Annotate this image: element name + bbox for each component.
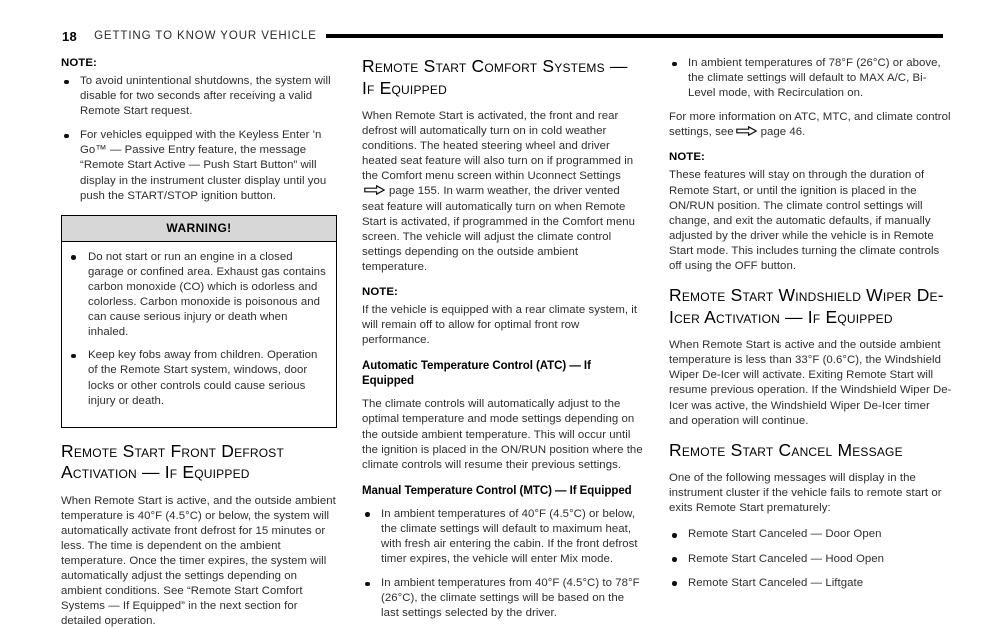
bullet-dot-icon [64, 134, 69, 139]
warning-heading: WARNING! [62, 216, 336, 242]
note-body: These features will stay on through the duration of Remote Start, or until the ignition is placed in the ON/RUN position. The climate control settings will change, and exit the automatic defaults, if manually adjusted by the driver while the vehicle is in Remote Start mode. This includes turning the climate controls off using the OFF button. [669, 169, 940, 273]
bullet-dot-icon [672, 581, 677, 586]
page-columns [0, 56, 1000, 628]
note-bullet-list [61, 74, 339, 204]
list-item-text: In ambient temperatures of 78°F (26°C) or above, the climate settings will default to MAX A/C, Bi-Level mode, with Recirculation on. [688, 57, 941, 100]
mtc-bullet-list [362, 507, 644, 622]
ambient-bullet-list [669, 56, 952, 101]
column-1 [61, 56, 339, 628]
list-item [669, 576, 952, 591]
comfort-systems-xref-page[interactable]: page 155. [389, 185, 441, 198]
section-body-front-defrost: When Remote Start is active, and the outside ambient temperature is 40°F (4.5°C) or below, the system will automatically activate front defrost for 15 minutes or less. The time is dependent on the ambient temperature. Once the timer expires, the system will automatically adjust the settings depending on ambient conditions. See “Remote Start Comfort Systems — If Equipped” in the next section for detailed operation. [61, 494, 336, 628]
list-item-text: Remote Start Canceled — Liftgate [688, 576, 864, 589]
note-label: NOTE: [669, 151, 705, 164]
list-item [68, 348, 327, 408]
subheading-atc: Automatic Temperature Control (ATC) — If Equipped [362, 360, 591, 388]
comfort-systems-body [362, 109, 644, 275]
page-number: 18 [62, 28, 78, 44]
bullet-dot-icon [365, 512, 370, 517]
bullet-dot-icon [64, 80, 69, 85]
list-item [68, 250, 327, 341]
list-item-text: To avoid unintentional shutdowns, the system will disable for two seconds after receiving a valid Remote Start request. [80, 75, 331, 118]
bullet-dot-icon [672, 557, 677, 562]
bullet-dot-icon [672, 533, 677, 538]
more-info-xref-page[interactable]: page 46. [760, 126, 806, 139]
header-rule [326, 34, 943, 38]
list-item-text: Do not start or run an engine in a closed garage or confined area. Exhaust gas contains carbon monoxide (CO) which is odorless and colorless. Carbon monoxide is poisonous and can cause serious injury or death when inhaled. [88, 250, 326, 339]
bullet-dot-icon [71, 255, 76, 260]
list-item-text: Keep key fobs away from children. Operation of the Remote Start system, windows, door locks or other controls could cause serious injury or death. [88, 349, 318, 407]
section-heading-wiper-deicer: Remote Start Windshield Wiper De-Icer Activation — If Equipped [669, 285, 944, 327]
section-heading-comfort-systems: Remote Start Comfort Systems — If Equipped [362, 56, 628, 98]
cancel-message-intro: One of the following messages will display in the instrument cluster if the vehicle fails to remote start or exits Remote Start prematurely: [669, 472, 942, 515]
list-item [362, 507, 644, 567]
page-running-header [0, 26, 1000, 46]
page-title: GETTING TO KNOW YOUR VEHICLE [94, 30, 317, 42]
wiper-deicer-body: When Remote Start is active and the outside ambient temperature is less than 33°F (0.6°C), the Windshield Wiper De-Icer will activate. Exiting Remote Start will resume previous operation. If the Windshield Wiper De-Icer was active, the Windshield Wiper De-Icer timer and operation will continue. [669, 339, 952, 427]
list-item [61, 74, 339, 119]
section-heading-front-defrost: Remote Start Front Defrost Activation — If Equipped [61, 440, 284, 483]
warning-body [62, 242, 336, 427]
right-arrow-icon [364, 185, 385, 195]
more-info-prefix: For more information on ATC, MTC, and climate control settings, see [669, 111, 951, 139]
warning-bullet-list [68, 250, 327, 409]
list-item-text: Remote Start Canceled — Door Open [688, 528, 882, 541]
note-label: NOTE: [362, 286, 398, 299]
bullet-dot-icon [365, 582, 370, 587]
list-item [669, 56, 952, 101]
note-label: NOTE: [61, 57, 97, 69]
subheading-mtc: Manual Temperature Control (MTC) — If Equipped [362, 484, 632, 497]
list-item [362, 576, 644, 621]
list-item-text: For vehicles equipped with the Keyless Enter 'n Go™ — Passive Entry feature, the message “Remote Start Active — Push Start Button” will display in the instrument cluster display until you push the START/STOP ignition button. [80, 129, 327, 202]
bullet-dot-icon [71, 354, 76, 359]
more-info-paragraph [669, 110, 952, 140]
list-item-text: In ambient temperatures of 40°F (4.5°C) or below, the climate settings will default to maximum heat, with fresh air entering the cabin. If the front defrost timer expires, the vehicle will enter Mix mode. [381, 507, 638, 566]
section-heading-cancel-message: Remote Start Cancel Message [669, 439, 903, 460]
column-2 [362, 56, 644, 620]
warning-box [61, 215, 337, 428]
cancel-message-bullet-list [669, 527, 952, 590]
list-item [61, 128, 339, 203]
comfort-systems-body-part-2: In warm weather, the driver vented seat feature will automatically turn on when Remote Start is activated, if programmed in the Comfort menu screen. The vehicle will adjust the climate control settings depending on the outside ambient temperature. [362, 185, 635, 273]
list-item [669, 552, 952, 567]
column-3 [669, 56, 952, 604]
list-item-text: In ambient temperatures from 40°F (4.5°C) to 78°F (26°C), the climate settings will be based on the last settings selected by the driver. [381, 577, 640, 620]
bullet-dot-icon [672, 62, 677, 67]
comfort-systems-body-part-1: When Remote Start is activated, the front and rear defrost will automatically turn on in cold weather conditions. The heated steering wheel and driver heated seat feature will also turn on if programmed in the Comfort menu screen within Uconnect Settings [362, 110, 634, 183]
atc-body: The climate controls will automatically adjust to the optimal temperature and mode settings depending on the outside ambient temperature. This will occur until the ignition is placed in the ON/RUN position where the climate controls will resume their previous settings. [362, 398, 643, 471]
list-item [669, 527, 952, 542]
note-body: If the vehicle is equipped with a rear climate system, it will remain off to allow for optimal front row performance. [362, 304, 638, 347]
list-item-text: Remote Start Canceled — Hood Open [688, 552, 885, 565]
right-arrow-icon [736, 126, 757, 136]
